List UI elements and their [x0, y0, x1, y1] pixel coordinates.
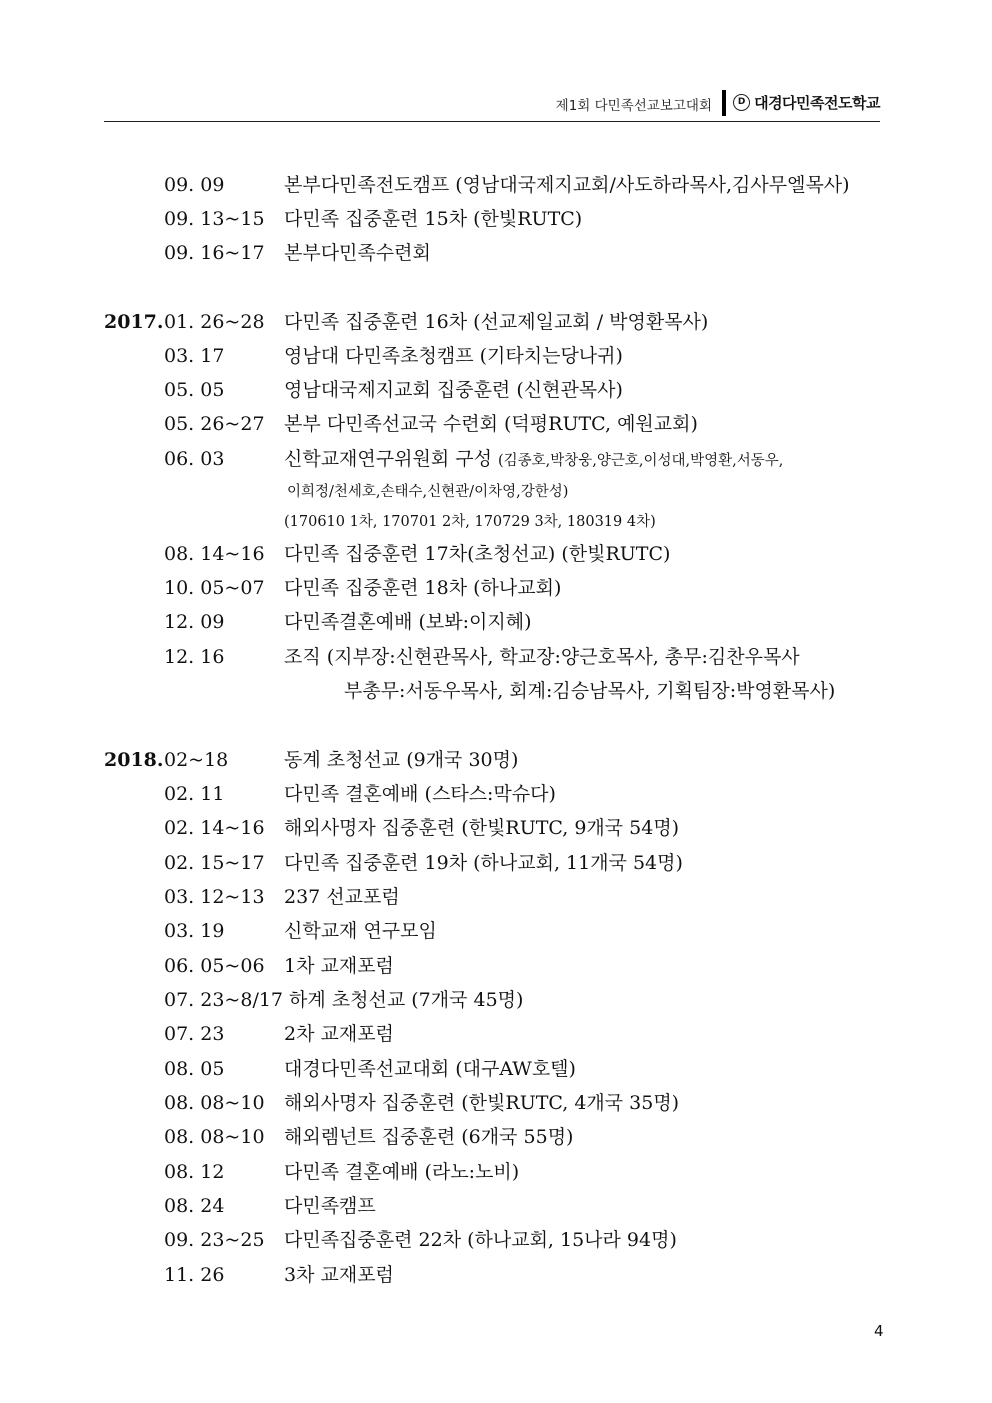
header-divider — [722, 90, 726, 116]
entry-date: 02~18 — [164, 749, 229, 771]
entry-event: 다민족 집중훈련 16차 (선교제일교회 / 박영환목사) — [284, 311, 709, 333]
school-logo — [733, 91, 880, 113]
entry-date: 08. 08~10 — [164, 1092, 265, 1114]
entry-date: 08. 08~10 — [164, 1126, 265, 1148]
entry-date: 06. 05~06 — [164, 955, 265, 977]
entry-date: 07. 23~8/17 하계 초청선교 (7개국 45명) — [164, 989, 524, 1011]
entry-date: 02. 15~17 — [164, 852, 265, 874]
entry-date: 03. 19 — [164, 920, 225, 942]
entry-date: 12. 09 — [164, 611, 225, 633]
entry-event: 본부 다민족선교국 수련회 (덕평RUTC, 예원교회) — [284, 413, 698, 435]
entry-event: 대경다민족선교대회 (대구AW호텔) — [284, 1058, 576, 1080]
entry-event-detail: 이희정/천세호,손태수,신현관/이차영,강한성) — [287, 484, 569, 500]
page-header — [104, 84, 880, 122]
entry-date: 09. 09 — [164, 174, 225, 196]
entry-event: 1차 교재포럼 — [284, 955, 394, 977]
entry-date: 07. 23 — [164, 1023, 225, 1045]
logo-mark-icon: D — [733, 94, 750, 111]
entry-event-detail: 부총무:서동우목사, 회계:김승남목사, 기획팀장:박영환목사) — [344, 680, 836, 702]
entry-event: 동계 초청선교 (9개국 30명) — [284, 749, 519, 771]
header-title: 제1회 다민족선교보고대회 — [555, 98, 712, 114]
entry-date: 08. 12 — [164, 1161, 225, 1183]
entry-event: 본부다민족수련회 — [284, 242, 431, 264]
entry-date: 08. 14~16 — [164, 543, 265, 565]
entry-event: 조직 (지부장:신현관목사, 학교장:양근호목사, 총무:김찬우목사 — [284, 646, 800, 668]
entry-event: 해외사명자 집중훈련 (한빛RUTC, 9개국 54명) — [284, 817, 680, 839]
entry-date: 11. 26 — [164, 1264, 225, 1286]
entry-event: 신학교재 연구모임 — [284, 920, 437, 942]
entry-event: 해외사명자 집중훈련 (한빛RUTC, 4개국 35명) — [284, 1092, 680, 1114]
entry-date: 08. 24 — [164, 1195, 225, 1217]
entry-event: 해외렘넌트 집중훈련 (6개국 55명) — [284, 1126, 574, 1148]
entry-date: 09. 16~17 — [164, 242, 265, 264]
entry-event: 다민족 집중훈련 17차(초청선교) (한빛RUTC) — [284, 543, 671, 565]
entry-date: 03. 12~13 — [164, 886, 265, 908]
entry-event: 다민족결혼예배 (보봐:이지혜) — [284, 611, 532, 633]
entry-event — [284, 444, 783, 476]
entry-event: 본부다민족전도캠프 (영남대국제지교회/사도하라목사,김사무엘목사) — [284, 174, 850, 196]
entry-event: 다민족캠프 — [284, 1195, 376, 1217]
entry-date: 08. 05 — [164, 1058, 225, 1080]
entry-date: 06. 03 — [164, 448, 225, 470]
entry-event-detail: (김종호,박창웅,양근호,이성대,박영환,서동우, — [497, 453, 784, 469]
entry-event: 237 선교포럼 — [284, 886, 400, 908]
entry-date: 02. 14~16 — [164, 817, 265, 839]
entry-event: 다민족 결혼예배 (라노:노비) — [284, 1161, 520, 1183]
entry-event: 다민족 집중훈련 19차 (하나교회, 11개국 54명) — [284, 852, 683, 874]
entry-event: 다민족 결혼예배 (스타스:막슈다) — [284, 783, 556, 805]
entry-date: 05. 05 — [164, 379, 225, 401]
page-number: 4 — [874, 1322, 884, 1340]
entry-date: 09. 13~15 — [164, 208, 265, 230]
entry-event: 영남대 다민족초청캠프 (기타치는당나귀) — [284, 345, 623, 367]
year-heading-2017: 2017. — [104, 311, 164, 333]
entry-date: 09. 23~25 — [164, 1229, 265, 1251]
entry-date: 01. 26~28 — [164, 311, 265, 333]
entry-event-detail: (170610 1차, 170701 2차, 170729 3차, 180319 4차) — [284, 514, 656, 530]
entry-event: 영남대국제지교회 집중훈련 (신현관목사) — [284, 379, 623, 401]
year-heading-2018: 2018. — [104, 749, 164, 771]
entry-event: 다민족 집중훈련 15차 (한빛RUTC) — [284, 208, 583, 230]
entry-event: 3차 교재포럼 — [284, 1264, 394, 1286]
entry-date: 12. 16 — [164, 646, 225, 668]
entry-date: 02. 11 — [164, 783, 225, 805]
entry-date: 05. 26~27 — [164, 413, 265, 435]
entry-date: 10. 05~07 — [164, 577, 265, 599]
entry-event: 다민족집중훈련 22차 (하나교회, 15나라 94명) — [284, 1229, 677, 1251]
entry-event-title: 신학교재연구위원회 구성 — [284, 448, 498, 470]
entry-event: 2차 교재포럼 — [284, 1023, 394, 1045]
logo-text: 대경다민족전도학교 — [754, 93, 880, 112]
entry-event: 다민족 집중훈련 18차 (하나교회) — [284, 577, 562, 599]
entry-date: 03. 17 — [164, 345, 225, 367]
